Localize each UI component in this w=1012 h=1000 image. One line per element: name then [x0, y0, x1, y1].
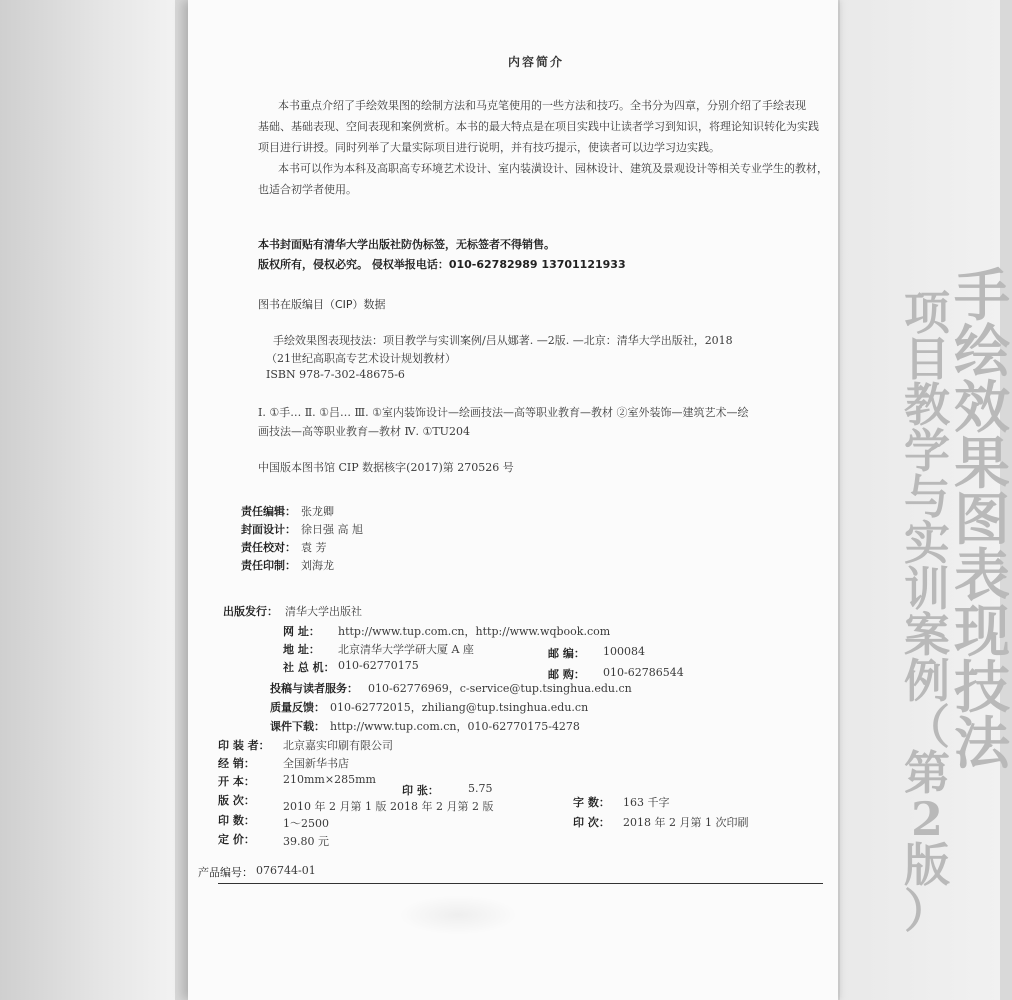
- cover-title-char: ）: [904, 884, 950, 938]
- cover-title-char: 版: [904, 838, 950, 892]
- cover-title-char: 训: [904, 562, 950, 616]
- cover-title-char: 学: [904, 424, 950, 478]
- cip-series: （21世纪高职高专艺术设计规划教材）: [266, 352, 456, 365]
- printer-value: 北京嘉实印刷有限公司: [283, 739, 393, 752]
- cover-title-char: （: [904, 700, 950, 754]
- product-code-label: 产品编号：: [198, 866, 253, 879]
- cover-title-char: 项: [904, 286, 950, 340]
- copies-value: 1～2500: [283, 817, 329, 830]
- copies-label: 印 数：: [218, 814, 255, 827]
- web-value: http://www.tup.com.cn，http://www.wqbook.com: [338, 625, 611, 638]
- printer-label: 印 装 者：: [218, 739, 270, 752]
- summary-line-3: 项目进行讲授。同时列举了大量实际项目进行说明，并有技巧提示，使读者可以边学习边实践。: [258, 141, 720, 154]
- cover-title: [900, 263, 1010, 1000]
- distributor-value: 全国新华书店: [283, 757, 349, 770]
- cip-classification-1: Ⅰ. ①手… Ⅱ. ①吕… Ⅲ. ①室内装饰设计—绘画技法—高等职业教育—教材 ②室外装饰—建筑艺术—绘: [258, 406, 749, 419]
- courseware-value: http://www.tup.com.cn，010-62770175-4278: [330, 720, 580, 733]
- cover-title-char: 案: [904, 608, 950, 662]
- cover-title-char: 手: [954, 263, 1010, 329]
- cover-title-char: 现: [954, 599, 1010, 665]
- cip-record: 手绘效果图表现技法：项目教学与实训案例/吕从娜著. —2版. —北京：清华大学出版社，2018: [273, 334, 733, 347]
- staff-value-cover: 徐日强 高 旭: [301, 523, 363, 536]
- web-label: 网 址：: [283, 625, 320, 638]
- format-label: 开 本：: [218, 775, 255, 788]
- show-through-smudge: [398, 895, 518, 935]
- staff-label-proof: 责任校对：: [241, 541, 296, 554]
- cover-title-char: 法: [954, 711, 1010, 777]
- publisher-label: 出版发行：: [223, 605, 278, 618]
- impression-value: 2018 年 2 月第 1 次印刷: [623, 816, 749, 829]
- cover-title-char: 绘: [954, 319, 1010, 385]
- cover-title-char: 目: [904, 332, 950, 386]
- footer-rule: [218, 883, 823, 884]
- cip-isbn: ISBN 978-7-302-48675-6: [266, 368, 405, 381]
- mail-order-label: 邮 购：: [548, 668, 585, 681]
- switchboard-value: 010-62770175: [338, 659, 419, 672]
- cover-title-char: 教: [904, 378, 950, 432]
- cover-title-char: 第: [904, 746, 950, 800]
- cip-number: 中国版本图书馆 CIP 数据核字(2017)第 270526 号: [258, 461, 514, 474]
- staff-label-editor: 责任编辑：: [241, 505, 296, 518]
- cover-title-char: 图: [954, 487, 1010, 553]
- contrib-value: 010-62776969，c-service@tup.tsinghua.edu.cn: [368, 682, 632, 695]
- staff-value-proof: 袁 芳: [301, 541, 327, 554]
- summary-title: 内容简介: [508, 55, 565, 69]
- sheets-value: 5.75: [468, 782, 493, 795]
- staff-value-print: 刘海龙: [301, 559, 334, 572]
- product-code-value: 076744-01: [256, 864, 316, 877]
- underlying-page-left: [0, 0, 175, 1000]
- price-value: 39.80 元: [283, 835, 329, 848]
- quality-label: 质量反馈：: [270, 701, 325, 714]
- copyright-notice: 版权所有，侵权必究。 侵权举报电话：010-62782989 13701121933: [258, 258, 626, 271]
- cover-title-sub: [902, 286, 952, 938]
- price-label: 定 价：: [218, 833, 255, 846]
- distributor-label: 经 销：: [218, 757, 255, 770]
- switchboard-label: 社 总 机：: [283, 661, 335, 674]
- summary-line-5: 也适合初学者使用。: [258, 183, 357, 196]
- publisher-value: 清华大学出版社: [285, 605, 362, 618]
- copyright-page: [188, 0, 838, 1000]
- word-count-label: 字 数：: [573, 796, 610, 809]
- cip-classification-2: 画技法—高等职业教育—教材 Ⅳ. ①TU204: [258, 425, 470, 438]
- cover-title-char: 与: [904, 470, 950, 524]
- summary-line-2: 基础、基础表现、空间表现和案例赏析。本书的最大特点是在项目实践中让读者学习到知识，将理论知识转化为实践: [258, 120, 819, 133]
- address-value: 北京清华大学学研大厦 A 座: [338, 643, 474, 656]
- quality-value: 010-62772015，zhiliang@tup.tsinghua.edu.cn: [330, 701, 589, 714]
- contrib-label: 投稿与读者服务：: [270, 682, 358, 695]
- courseware-label: 课件下载：: [270, 720, 325, 733]
- cover-title-char: 实: [904, 516, 950, 570]
- cover-title-char: 表: [954, 543, 1010, 609]
- mail-order-value: 010-62786544: [603, 666, 684, 679]
- cover-title-char: 2: [910, 792, 943, 846]
- edition-value: 2010 年 2 月第 1 版 2018 年 2 月第 2 版: [283, 800, 494, 813]
- cover-title-char: 例: [904, 654, 950, 708]
- summary-line-1: 本书重点介绍了手绘效果图的绘制方法和马克笔使用的一些方法和技巧。全书分为四章，分别介绍了手绘表现: [278, 99, 806, 112]
- impression-label: 印 次：: [573, 816, 610, 829]
- summary-line-4: 本书可以作为本科及高职高专环境艺术设计、室内装潢设计、园林设计、建筑及景观设计等相关专业学生的教材，: [278, 162, 828, 175]
- cip-heading: 图书在版编目（CIP）数据: [258, 298, 386, 311]
- staff-label-cover: 封面设计：: [241, 523, 296, 536]
- anti-counterfeit-notice: 本书封面贴有清华大学出版社防伪标签，无标签者不得销售。: [258, 238, 555, 251]
- word-count-value: 163 千字: [623, 796, 670, 809]
- format-value: 210mm×285mm: [283, 773, 376, 786]
- cover-title-char: 效: [954, 375, 1010, 441]
- edition-label: 版 次：: [218, 794, 255, 807]
- cover-title-char: 果: [954, 431, 1010, 497]
- staff-value-editor: 张龙卿: [301, 505, 334, 518]
- cover-title-main: [952, 263, 1012, 777]
- cover-title-char: 技: [954, 655, 1010, 721]
- zip-value: 100084: [603, 645, 645, 658]
- staff-label-print: 责任印制：: [241, 559, 296, 572]
- zip-label: 邮 编：: [548, 647, 585, 660]
- address-label: 地 址：: [283, 643, 320, 656]
- sheets-label: 印 张：: [402, 784, 439, 797]
